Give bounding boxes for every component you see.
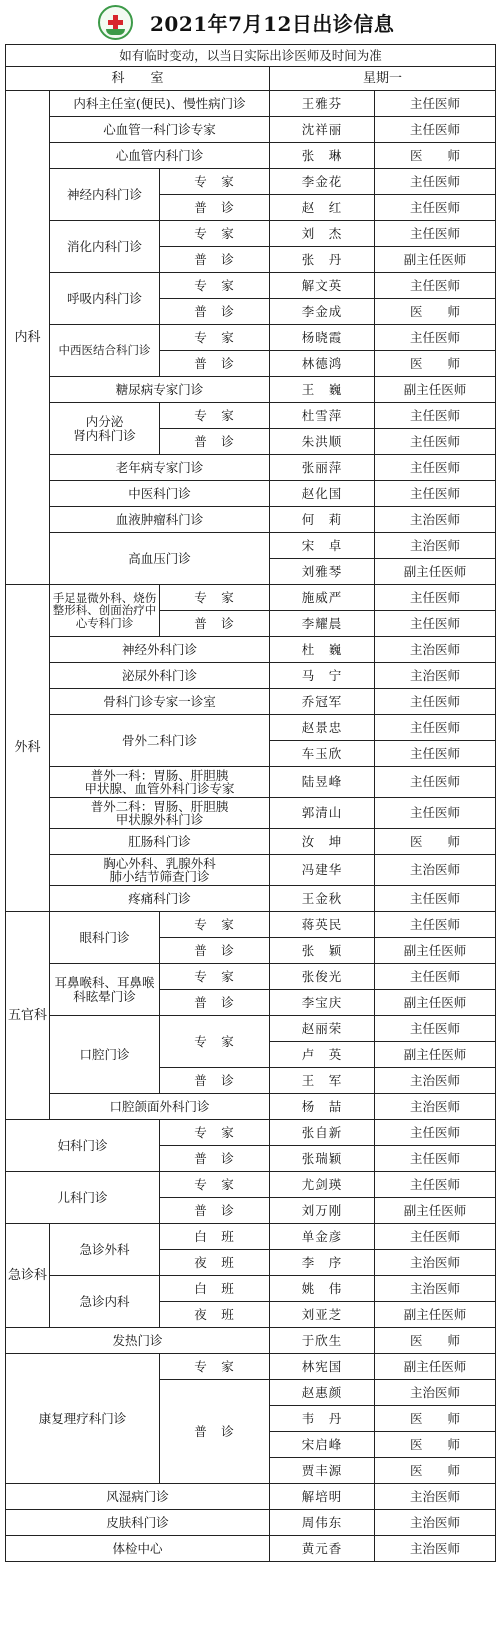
schedule-cell: 副主任医师 (375, 1198, 496, 1224)
schedule-row (6, 143, 496, 169)
schedule-cell: 白 班 (160, 1224, 270, 1250)
schedule-cell: 专 家 (160, 1016, 270, 1068)
schedule-cell: 普 诊 (160, 938, 270, 964)
schedule-cell: 神经外科门诊 (50, 637, 270, 663)
schedule-cell: 普 诊 (160, 990, 270, 1016)
schedule-cell: 普 诊 (160, 299, 270, 325)
schedule-cell: 陆昱峰 (270, 767, 375, 798)
schedule-cell: 刘亚芝 (270, 1302, 375, 1328)
schedule-cell: 主任医师 (375, 585, 496, 611)
schedule-cell: 王雅芬 (270, 91, 375, 117)
schedule-cell: 尤剑瑛 (270, 1172, 375, 1198)
schedule-cell: 副主任医师 (375, 1302, 496, 1328)
schedule-cell: 主任医师 (375, 689, 496, 715)
schedule-cell: 沈祥丽 (270, 117, 375, 143)
schedule-cell: 心血管一科门诊专家 (50, 117, 270, 143)
schedule-cell: 主任医师 (375, 91, 496, 117)
schedule-cell: 血液肿瘤科门诊 (50, 507, 270, 533)
schedule-cell: 主任医师 (375, 403, 496, 429)
schedule-row (6, 377, 496, 403)
schedule-row (6, 221, 496, 247)
logo-leaf (106, 29, 125, 35)
schedule-cell: 普 诊 (160, 247, 270, 273)
schedule-row (6, 1224, 496, 1250)
schedule-cell: 专 家 (160, 912, 270, 938)
hospital-logo (98, 5, 133, 40)
schedule-cell: 刘雅琴 (270, 559, 375, 585)
schedule-cell: 冯建华 (270, 855, 375, 886)
schedule-cell: 普 诊 (160, 195, 270, 221)
schedule-cell: 普 诊 (160, 1068, 270, 1094)
schedule-cell: 口腔门诊 (50, 1016, 160, 1094)
schedule-cell: 杜 巍 (270, 637, 375, 663)
schedule-cell: 张 琳 (270, 143, 375, 169)
schedule-cell: 副主任医师 (375, 559, 496, 585)
schedule-cell: 赵丽荣 (270, 1016, 375, 1042)
schedule-cell: 主治医师 (375, 1536, 496, 1562)
dept-column-header: 科 室 (6, 67, 270, 91)
schedule-row (6, 325, 496, 351)
schedule-cell: 主治医师 (375, 1510, 496, 1536)
notice-text: 如有临时变动，以当日实际出诊医师及时间为准 (6, 45, 496, 67)
schedule-cell: 急诊外科 (50, 1224, 160, 1276)
schedule-cell: 张 丹 (270, 247, 375, 273)
schedule-cell: 专 家 (160, 1172, 270, 1198)
schedule-cell: 老年病专家门诊 (50, 455, 270, 481)
schedule-cell: 杜雪萍 (270, 403, 375, 429)
schedule-cell: 医 师 (375, 829, 496, 855)
schedule-cell: 发热门诊 (6, 1328, 270, 1354)
schedule-cell: 夜 班 (160, 1250, 270, 1276)
schedule-row (6, 1276, 496, 1302)
schedule-row (6, 91, 496, 117)
schedule-cell: 胸心外科、乳腺外科 肺小结节筛查门诊 (50, 855, 270, 886)
schedule-cell: 郭清山 (270, 798, 375, 829)
schedule-cell: 医 师 (375, 351, 496, 377)
schedule-cell: 妇科门诊 (6, 1120, 160, 1172)
schedule-cell: 口腔颌面外科门诊 (50, 1094, 270, 1120)
schedule-cell: 专 家 (160, 273, 270, 299)
schedule-cell: 心血管内科门诊 (50, 143, 270, 169)
schedule-cell: 赵化国 (270, 481, 375, 507)
schedule-cell: 主治医师 (375, 1484, 496, 1510)
schedule-row (6, 689, 496, 715)
schedule-row (6, 912, 496, 938)
schedule-cell: 施威严 (270, 585, 375, 611)
schedule-cell: 主任医师 (375, 741, 496, 767)
schedule-cell: 解文英 (270, 273, 375, 299)
schedule-row (6, 798, 496, 829)
schedule-cell: 王 军 (270, 1068, 375, 1094)
schedule-cell: 卢 英 (270, 1042, 375, 1068)
schedule-row (6, 637, 496, 663)
schedule-cell: 主任医师 (375, 964, 496, 990)
schedule-cell: 张俊光 (270, 964, 375, 990)
schedule-cell: 主任医师 (375, 481, 496, 507)
schedule-cell: 李耀晨 (270, 611, 375, 637)
schedule-cell: 姚 伟 (270, 1276, 375, 1302)
schedule-row (6, 1536, 496, 1562)
schedule-cell: 杨 喆 (270, 1094, 375, 1120)
schedule-cell: 李金花 (270, 169, 375, 195)
schedule-cell: 蒋英民 (270, 912, 375, 938)
schedule-cell: 宋 卓 (270, 533, 375, 559)
schedule-cell: 风湿病门诊 (6, 1484, 270, 1510)
schedule-cell: 神经内科门诊 (50, 169, 160, 221)
schedule-cell: 主任医师 (375, 455, 496, 481)
schedule-cell: 主治医师 (375, 1068, 496, 1094)
schedule-cell: 康复理疗科门诊 (6, 1354, 160, 1484)
schedule-cell: 主任医师 (375, 767, 496, 798)
schedule-cell: 宋启峰 (270, 1432, 375, 1458)
schedule-cell: 主任医师 (375, 117, 496, 143)
schedule-cell: 王金秋 (270, 886, 375, 912)
schedule-cell: 皮肤科门诊 (6, 1510, 270, 1536)
schedule-cell: 主任医师 (375, 715, 496, 741)
schedule-cell: 骨科门诊专家一诊室 (50, 689, 270, 715)
schedule-row (6, 715, 496, 741)
schedule-cell: 张 颖 (270, 938, 375, 964)
schedule-cell: 儿科门诊 (6, 1172, 160, 1224)
schedule-cell: 朱洪顺 (270, 429, 375, 455)
schedule-cell: 急诊科 (6, 1224, 50, 1328)
schedule-cell: 单金彦 (270, 1224, 375, 1250)
schedule-cell: 汝 坤 (270, 829, 375, 855)
schedule-cell: 普 诊 (160, 429, 270, 455)
schedule-cell: 杨晓霞 (270, 325, 375, 351)
schedule-cell: 专 家 (160, 1120, 270, 1146)
schedule-row (6, 169, 496, 195)
schedule-cell: 内科 (6, 91, 50, 585)
schedule-cell: 肛肠科门诊 (50, 829, 270, 855)
schedule-cell: 医 师 (375, 1432, 496, 1458)
schedule-cell: 主任医师 (375, 1172, 496, 1198)
schedule-cell: 中西医结合科门诊 (50, 325, 160, 377)
schedule-cell: 主任医师 (375, 195, 496, 221)
page-header (0, 0, 500, 44)
schedule-row (6, 481, 496, 507)
schedule-cell: 专 家 (160, 403, 270, 429)
schedule-cell: 专 家 (160, 585, 270, 611)
schedule-row (6, 663, 496, 689)
schedule-cell: 主治医师 (375, 1094, 496, 1120)
schedule-cell: 外科 (6, 585, 50, 912)
schedule-cell: 主任医师 (375, 221, 496, 247)
schedule-cell: 高血压门诊 (50, 533, 270, 585)
schedule-cell: 林德鸿 (270, 351, 375, 377)
schedule-cell: 刘万刚 (270, 1198, 375, 1224)
schedule-cell: 副主任医师 (375, 247, 496, 273)
schedule-cell: 耳鼻喉科、耳鼻喉科眩晕门诊 (50, 964, 160, 1016)
schedule-cell: 主任医师 (375, 611, 496, 637)
schedule-cell: 消化内科门诊 (50, 221, 160, 273)
schedule-cell: 副主任医师 (375, 1042, 496, 1068)
schedule-row (6, 585, 496, 611)
schedule-cell: 主任医师 (375, 1120, 496, 1146)
schedule-row (6, 455, 496, 481)
schedule-cell: 主治医师 (375, 1380, 496, 1406)
schedule-row (6, 273, 496, 299)
schedule-cell: 主任医师 (375, 1146, 496, 1172)
schedule-cell: 普 诊 (160, 351, 270, 377)
schedule-cell: 专 家 (160, 169, 270, 195)
schedule-cell: 泌尿外科门诊 (50, 663, 270, 689)
schedule-row (6, 767, 496, 798)
schedule-cell: 周伟东 (270, 1510, 375, 1536)
schedule-cell: 中医科门诊 (50, 481, 270, 507)
schedule-row (6, 1172, 496, 1198)
schedule-row (6, 1354, 496, 1380)
schedule-cell: 五官科 (6, 912, 50, 1120)
schedule-cell: 主治医师 (375, 855, 496, 886)
schedule-cell: 急诊内科 (50, 1276, 160, 1328)
schedule-row (6, 533, 496, 559)
schedule-cell: 主治医师 (375, 637, 496, 663)
schedule-cell: 内分泌 肾内科门诊 (50, 403, 160, 455)
schedule-cell: 张丽萍 (270, 455, 375, 481)
schedule-cell: 何 莉 (270, 507, 375, 533)
schedule-row (6, 1328, 496, 1354)
schedule-row (6, 886, 496, 912)
schedule-cell: 解培明 (270, 1484, 375, 1510)
schedule-cell: 乔冠军 (270, 689, 375, 715)
schedule-cell: 于欣生 (270, 1328, 375, 1354)
schedule-cell: 韦 丹 (270, 1406, 375, 1432)
schedule-cell: 主任医师 (375, 912, 496, 938)
schedule-cell: 普外二科：胃肠、肝胆胰 甲状腺外科门诊 (50, 798, 270, 829)
schedule-cell: 呼吸内科门诊 (50, 273, 160, 325)
schedule-cell: 副主任医师 (375, 1354, 496, 1380)
schedule-row (6, 855, 496, 886)
page-title: 2021年7月12日出诊信息 (150, 12, 395, 36)
schedule-cell: 主任医师 (375, 429, 496, 455)
schedule-row (6, 117, 496, 143)
schedule-cell: 眼科门诊 (50, 912, 160, 964)
schedule-cell: 王 巍 (270, 377, 375, 403)
schedule-cell: 专 家 (160, 1354, 270, 1380)
schedule-cell: 体检中心 (6, 1536, 270, 1562)
schedule-row (6, 1120, 496, 1146)
schedule-cell: 主任医师 (375, 1016, 496, 1042)
schedule-cell: 主治医师 (375, 533, 496, 559)
schedule-cell: 李金成 (270, 299, 375, 325)
schedule-cell: 内科主任室(便民)、慢性病门诊 (50, 91, 270, 117)
column-header-row (6, 67, 496, 91)
schedule-cell: 医 师 (375, 299, 496, 325)
schedule-cell: 主任医师 (375, 1224, 496, 1250)
schedule-row (6, 403, 496, 429)
schedule-cell: 疼痛科门诊 (50, 886, 270, 912)
schedule-cell: 医 师 (375, 1458, 496, 1484)
schedule-cell: 医 师 (375, 143, 496, 169)
schedule-cell: 林宪国 (270, 1354, 375, 1380)
schedule-cell: 主任医师 (375, 325, 496, 351)
schedule-cell: 白 班 (160, 1276, 270, 1302)
schedule-cell: 李宝庆 (270, 990, 375, 1016)
schedule-cell: 主治医师 (375, 507, 496, 533)
schedule-cell: 刘 杰 (270, 221, 375, 247)
schedule-cell: 普 诊 (160, 1146, 270, 1172)
schedule-cell: 普 诊 (160, 611, 270, 637)
schedule-cell: 主治医师 (375, 663, 496, 689)
schedule-cell: 副主任医师 (375, 377, 496, 403)
schedule-cell: 主任医师 (375, 169, 496, 195)
schedule-cell: 专 家 (160, 964, 270, 990)
schedule-row (6, 964, 496, 990)
schedule-cell: 普 诊 (160, 1198, 270, 1224)
schedule-cell: 夜 班 (160, 1302, 270, 1328)
schedule-cell: 赵景忠 (270, 715, 375, 741)
schedule-cell: 普 诊 (160, 1380, 270, 1484)
schedule-cell: 主任医师 (375, 273, 496, 299)
schedule-cell: 主任医师 (375, 798, 496, 829)
schedule-cell: 糖尿病专家门诊 (50, 377, 270, 403)
notice-row (6, 45, 496, 67)
schedule-cell: 主任医师 (375, 886, 496, 912)
schedule-row (6, 829, 496, 855)
schedule-cell: 普外一科：胃肠、肝胆胰 甲状腺、血管外科门诊专家 (50, 767, 270, 798)
schedule-cell: 张瑞颖 (270, 1146, 375, 1172)
schedule-cell: 医 师 (375, 1406, 496, 1432)
schedule-cell: 手足显微外科、烧伤整形科、创面治疗中心专科门诊 (50, 585, 160, 637)
logo-cross-horizontal (108, 20, 123, 25)
schedule-body (6, 45, 496, 1562)
schedule-row (6, 1094, 496, 1120)
schedule-cell: 骨外二科门诊 (50, 715, 270, 767)
schedule-cell: 副主任医师 (375, 938, 496, 964)
schedule-cell: 主治医师 (375, 1250, 496, 1276)
schedule-row (6, 1484, 496, 1510)
schedule-cell: 车玉欣 (270, 741, 375, 767)
schedule-row (6, 1510, 496, 1536)
schedule-table (5, 44, 496, 1562)
schedule-cell: 贾丰源 (270, 1458, 375, 1484)
schedule-row (6, 507, 496, 533)
schedule-cell: 专 家 (160, 221, 270, 247)
schedule-row (6, 1016, 496, 1042)
schedule-cell: 主治医师 (375, 1276, 496, 1302)
schedule-cell: 李 序 (270, 1250, 375, 1276)
schedule-cell: 副主任医师 (375, 990, 496, 1016)
schedule-cell: 马 宁 (270, 663, 375, 689)
schedule-cell: 赵 红 (270, 195, 375, 221)
schedule-cell: 专 家 (160, 325, 270, 351)
schedule-cell: 医 师 (375, 1328, 496, 1354)
monday-column-header: 星期一 (270, 67, 496, 91)
schedule-cell: 黄元香 (270, 1536, 375, 1562)
schedule-cell: 赵惠颜 (270, 1380, 375, 1406)
schedule-cell: 张自新 (270, 1120, 375, 1146)
